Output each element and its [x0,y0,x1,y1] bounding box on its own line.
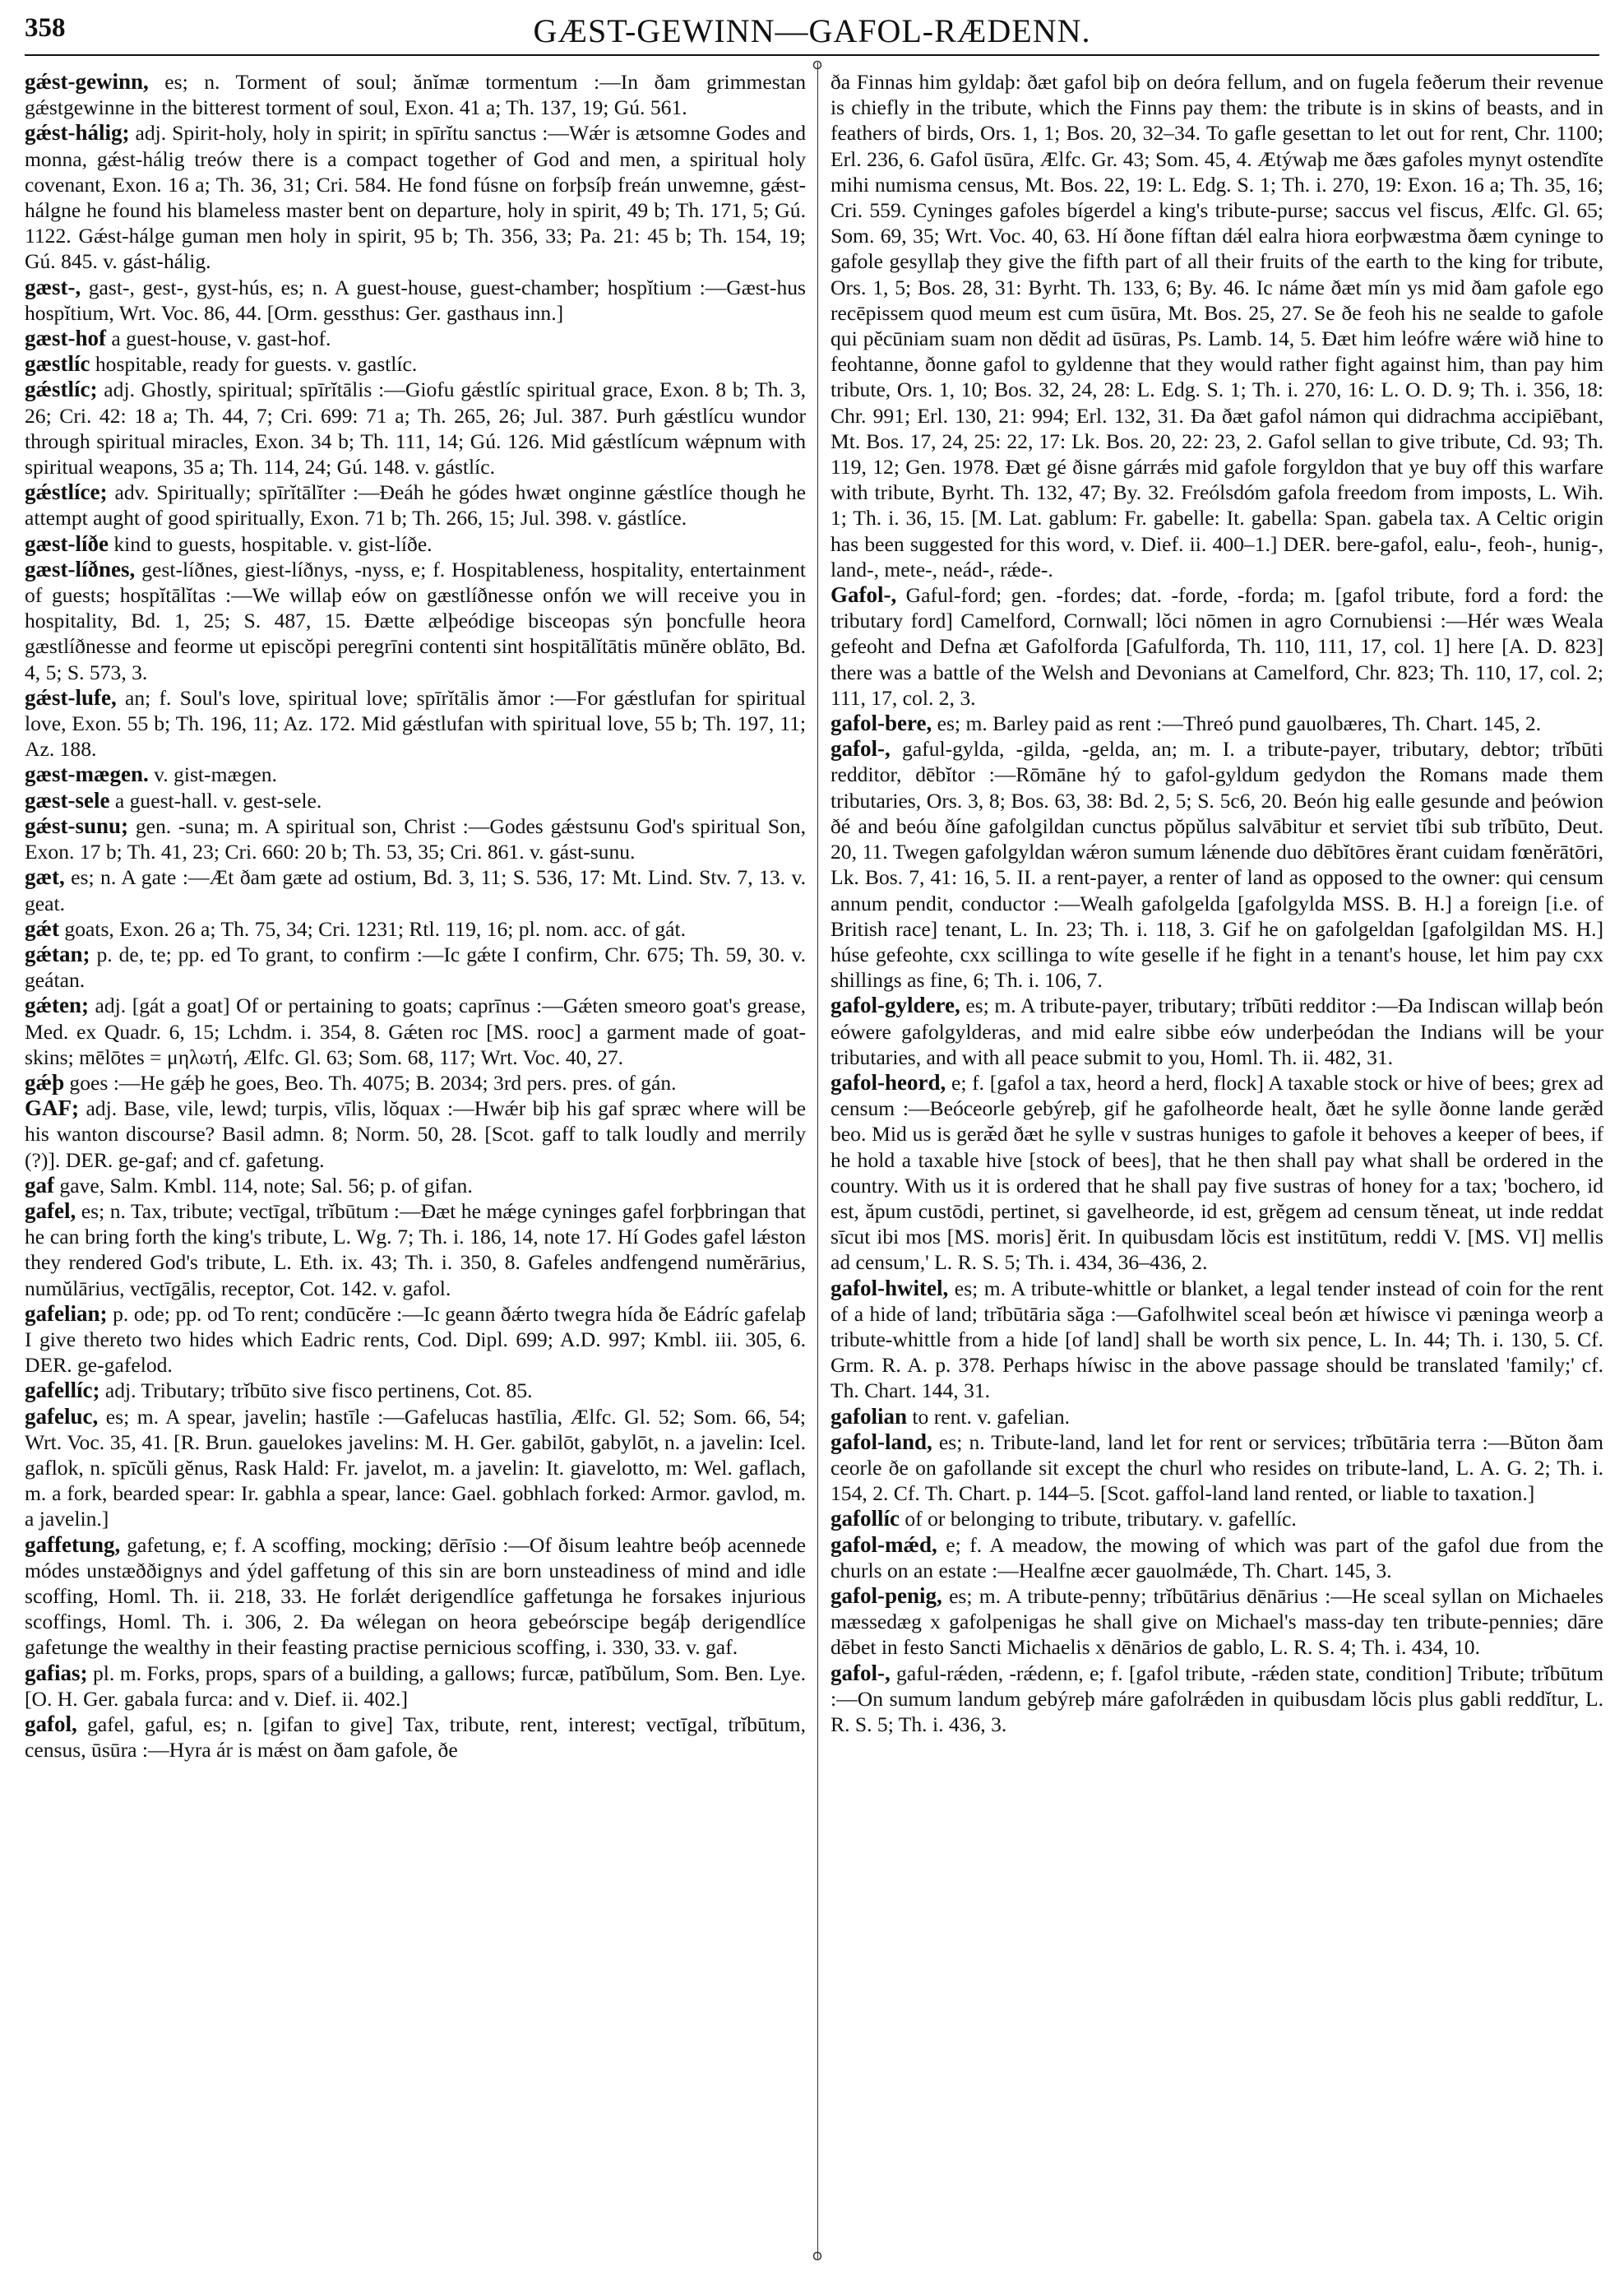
column-ornament-bottom-icon [812,2250,823,2262]
dictionary-entry [25,69,806,120]
dictionary-entry [25,531,806,557]
headword: gæst-mægen. [25,762,149,787]
dictionary-entry [831,1429,1603,1507]
dictionary-entry [25,1532,806,1661]
dictionary-entry [25,1661,806,1712]
headword: gǽten; [25,993,89,1018]
entry-text: p. ode; pp. od To rent; condūcĕre :—Ic geann ðǽrto twegra hída ðe Eádríc gafelaþ I give thereto two hides which Eadric rents, Cod. Dipl. 699; A.D. 997; Kmbl. iii. 305, 6. DER. ge-gafelod. [25,1301,806,1378]
headword: Gafol-, [831,582,897,608]
dictionary-entry [25,864,806,915]
dictionary-entry [831,1276,1603,1404]
entry-text: es; m. A tribute-payer, tributary; trĭbūti redditor :—Ða Indiscan willaþ beón eówere gafolgylderas, and mid ealre sibbe eów underþeódan the Indians will be your tributaries, and with all peace submit to you, Homl. Th. ii. 482, 31. [831,994,1603,1069]
entry-text: es; n. Tax, tribute; vectīgal, trĭbūtum :—Ðæt he mǽge cyninges gafel forþbringan that he can bring forth the king's tribute, L. Wg. 7; Th. i. 186, 14, note 17. Hí Godes gafel lǽston they rendered God's tribute, L. Eth. ix. 43; Th. i. 350, 8. Gafeles andfengend numĕrārius, numŭlārius, vectīgālis, receptor, Cot. 142. v. gafol. [25,1198,806,1300]
headword: gafol-penig, [831,1582,942,1608]
dictionary-entry [831,711,1603,736]
dictionary-entry [831,69,1603,582]
entry-text: es; n. Torment of soul; ănĭmæ tormentum :—In ðam grimmestan gǽstgewinne in the bitterest torment of soul, Exon. 41 a; Th. 137, 19; Gú. 561. [25,70,806,120]
entry-text: goes :—He gǽþ he goes, Beo. Th. 4075; B. 2034; 3rd pers. pres. of gán. [64,1070,677,1095]
dictionary-entry [831,736,1603,993]
dictionary-entry [25,916,806,942]
entry-text: gen. -suna; m. A spiritual son, Christ :—Godes gǽstsunu God's spiritual Son, Exon. 17 b; Th. 41, 23; Cri. 660: 20 b; Th. 53, 35; Cri. 861. v. gást-sunu. [25,813,806,864]
headword: gafol-land, [831,1429,932,1454]
headword: gǽstlíce; [25,479,108,505]
headword: gæst-líðnes, [25,556,136,581]
entry-text: a guest-hall. v. gest-sele. [109,788,322,813]
headword: gafol-bere, [831,711,932,736]
headword: gǽst-hálig; [25,120,130,146]
entry-text: adv. Spiritually; spīrĭtālĭter :—Ðeáh he gódes hwæt onginne gǽstlíce though he attempt aught of good spiritually, Exon. 71 b; Th. 266, 15; Jul. 398. v. gástlíce. [25,480,806,530]
entry-text: es; n. Tribute-land, land let for rent or services; trĭbūtāria terra :—Bŭton ðam ceorle ðe on gafollande sit except the churl who resides on tribute-land, L. A. G. 2; Th. i. 154, 2. Cf. Th. Chart. p. 144–5. [Scot. gaffol-land land rented, or liable to taxation.] [831,1429,1603,1506]
headword: gafelian; [25,1300,108,1326]
dictionary-entry [25,762,806,787]
dictionary-entry [831,582,1603,711]
headword: gǽst-gewinn, [25,69,149,94]
headword: gafol-heord, [831,1069,946,1095]
entry-text: gaful-rǽden, -rǽdenn, e; f. [gafol tribute, -rǽden state, condition] Tribute; trĭbūtum :—On sumum landum gebýreþ máre gafolrǽden in quibusdam lŏcis plus gabli reddĭtur, L. R. S. 5; Th. i. 436, 3. [831,1661,1603,1736]
dictionary-entry [25,1173,806,1198]
dictionary-entry [25,479,806,530]
headword: gafel, [25,1198,76,1223]
entry-text: gaful-gylda, -gilda, -gelda, an; m. I. a tribute-payer, tributary, debtor; trĭbūti redditor, dēbĭtor :—Rōmāne hý to gafol-gyldum gedydon the Romans made them tributaries, Ors. 3, 8; Bos. 63, 38: Bd. 2, 5; S. 5c6, 20. Beón hig ealle gesunde and þeówion ðé and beóu ðíne gafolgildan cunctus pŏpŭlus salvābitur et serviet tĭbi sub trĭbūto, Deut. 20, 11. Twegen gafolgyldan wǽron sumum lǽnende duo dēbĭtōres ĕrant cuidam fœnĕrātōri, Lk. Bos. 7, 41: 16, 5. II. a rent-payer, a renter of land as opposed to the owner: qui censum annum pendit, conductor :—Wealh gafolgelda [gafolgylda MSS. B. H.] a foreign [i.e. of British race] tenant, L. In. 23; Th. i. 118, 3. Gif he on gafolgeldan [gafolgildan MS. H.] húse gefeohte, cxx scillinga to wíte geselle if he fight in a tenant's house, let him pay cxx shillings as fine, 6; Th. i. 106, 7. [831,737,1603,993]
headword: gǽstlíc; [25,377,98,402]
entry-text: adj. Tributary; trĭbūto sive fisco pertinens, Cot. 85. [99,1378,533,1403]
entry-text: ða Finnas him gyldaþ: ðæt gafol biþ on deóra fellum, and on fugela feðerum their revenue is chiefly in the tribute, which the Finns pay them: the tribute is in skins of beasts, and in feathers of birds, Ors. 1, 1; Bos. 20, 32–34. To gafle gesettan to let out for rent, Chr. 1100; Erl. 236, 6. Gafol ūsūra, Ælfc. Gr. 43; Som. 45, 4. Ætýwaþ me ðæs gafoles mynyt ostendĭte mihi numisma census, Mt. Bos. 22, 19: L. Edg. S. 1; Th. i. 270, 19: Exon. 16 a; Th. 35, 16; Cri. 559. Cyninges gafoles bígerdel a king's tribute-purse; saccus vel fiscus, Ælfc. Gl. 65; Som. 69, 35; Wrt. Voc. 40, 63. Hí ðone fíftan dǽl ealra hiora eorþwæstma ðæm cyninge to gafole gesyllaþ they give the fifth part of all their fruits of the earth to the king for tribute, Ors. 1, 5; Bos. 28, 31: Byrht. Th. 133, 6; By. 46. Ic náme ðæt mín ys mid ðam gafole ego recēpissem quod meum est cum ūsūra, Mt. Bos. 25, 27. Se ðe feoh his ne sealde to gafole qui pĕcūniam suam non dĕdit ad ūsūras, Ps. Lamb. 14, 5. Ðæt him leófre wǽre wið hine to feohtanne, ðonne gafol to gyldenne that they would rather fight against him, than pay him tribute, Ors. 1, 10; Bos. 32, 24, 28: L. Edg. S. 1; Th. i. 270, 16: L. O. D. 9; Th. i. 356, 18: Chr. 991; Erl. 130, 21: 994; Erl. 132, 31. Ða ðæt gafol námon qui didrachma accipiēbant, Mt. Bos. 17, 24, 25: 22, 17: Lk. Bos. 20, 22: 23, 2. Gafol sellan to give tribute, Cd. 93; Th. 119, 12; Gen. 1978. Ðæt gé ðisne gárrǽs mid gafole forgyldon that ye buy off this warfare with tribute, Byrht. Th. 132, 47; By. 32. Freólsdóm gafola freedom from imposts, L. Wih. 1; Th. i. 36, 15. [M. Lat. gablum: Fr. gabelle: It. gabella: Span. gabela tax. A Celtic origin has been suggested for this word, v. Dief. ii. 400–1.] DER. bere-gafol, ealu-, feoh-, hunig-, land-, mete-, neád-, rǽde-. [831,70,1603,581]
entry-text: adj. Spirit-holy, holy in spirit; in spīrĭtu sanctus :—Wǽr is ætsomne Godes and monna, gǽst-hálig treów there is a compact together of God and men, a spiritual holy covenant, Exon. 16 a; Th. 36, 31; Cri. 584. He fond fúsne on forþsíþ freán unwemne, gǽst-hálgne he found his blameless master bent on departure, holy in spirit, 49 b; Th. 171, 5; Gú. 1122. Gǽst-hálge guman men holy in spirit, 95 b; Th. 356, 33; Pa. 21: 45 b; Th. 154, 19; Gú. 845. v. gást-hálig. [25,121,806,274]
headword: gæst-líðe [25,530,109,556]
headword: gafeluc, [25,1403,99,1429]
dictionary-entry [25,813,806,864]
dictionary-entry [25,685,806,762]
entry-text: hospitable, ready for guests. v. gastlíc. [90,352,418,377]
entry-text: v. gist-mægen. [148,762,277,787]
headword: gǽst-lufe, [25,684,117,710]
entry-text: adj. Base, vile, lewd; turpis, vīlis, lŏquax :—Hwǽr biþ his gaf spræc where will be his wanton discourse? Basil admn. 8; Norm. 50, 28. [Scot. gaff to talk loudly and merrily (?)]. DER. ge-gaf; and cf. gafetung. [25,1096,806,1172]
headword: gafol-, [831,1660,891,1685]
entry-text: goats, Exon. 26 a; Th. 75, 34; Cri. 1231; Rtl. 119, 16; pl. nom. acc. of gát. [59,916,687,941]
dictionary-entry [831,1070,1603,1276]
running-head: GÆST-GEWINN—GAFOL-RÆDENN. [533,12,1091,49]
entry-text: of or belonging to tribute, tributary. v. gafellíc. [899,1507,1297,1531]
entry-text: pl. m. Forks, props, spars of a building, a gallows; furcæ, patĭbŭlum, Som. Ben. Lye. [O. H. Ger. gabala furca: and v. Dief. ii. 402.] [25,1661,806,1711]
dictionary-entry [25,993,806,1070]
entry-text: gast-, gest-, gyst-hús, es; n. A guest-house, guest-chamber; hospĭtium :—Gæst-hus hospĭtium, Wrt. Voc. 86, 44. [Orm. gessthus: Ger. gasthaus inn.] [25,275,806,325]
entry-text: gest-líðnes, giest-líðnys, -nyss, e; f. Hospitableness, hospitality, entertainment of guests; hospĭtālĭtas :—We willaþ eów on gæstlíðnesse onfón we will receive you in hospitality, Bd. 1, 25; S. 487, 15. Ðætte ælþeódige bisceopas sýn þoncfulle heora gæstlíðnesse and feorme ut episcŏpi peregrīni contenti sint hospitālĭtātis mūnĕre oblāto, Bd. 4, 5; S. 573, 3. [25,557,806,684]
entry-text: an; f. Soul's love, spiritual love; spīrĭtālis ămor :—For gǽstlufan for spiritual love, Exon. 55 b; Th. 196, 11; Az. 172. Mid gǽstlufan with spiritual love, 55 b; Th. 197, 11; Az. 188. [25,685,806,762]
entry-text: es; m. A spear, javelin; hastīle :—Gafelucas hastīlia, Ælfc. Gl. 52; Som. 66, 54; Wrt. Voc. 35, 41. [R. Brun. gauelokes javelins: M. H. Ger. gabilōt, gabylōt, n. a javelin: Icel. gaflok, n. spīcŭli gĕnus, Rask Hald: Fr. javelot, m. a javelin: It. giavelotto, m: Wel. gaflach, m. a fork, bearded spear: Ir. gabhla a spear, lance: Gael. gobhlach forked: Armor. gavlod, m. a javelin.] [25,1404,806,1531]
dictionary-entry [25,1198,806,1301]
dictionary-entry [25,557,806,685]
headword: GAF; [25,1096,79,1121]
headword: gafol, [25,1712,77,1736]
dictionary-entry [831,1583,1603,1661]
dictionary-entry [831,1404,1603,1429]
dictionary-entry [831,1506,1603,1531]
header-rule [25,54,1599,56]
dictionary-entry [25,1712,806,1763]
headword: gǽt [25,915,59,941]
headword: gafias; [25,1660,88,1685]
entry-text: gafel, gaful, es; n. [gifan to give] Tax, tribute, rent, interest; vectīgal, trĭbūtum, census, ūsūra :—Hyra ár is mǽst on ðam gafole, ðe [25,1712,806,1763]
dictionary-entry [25,1070,806,1096]
headword: gafol-mǽd, [831,1531,937,1557]
page-number: 358 [25,13,66,43]
headword: gafollíc [831,1506,900,1531]
dictionary-entry [25,1301,806,1378]
entry-text: es; m. Barley paid as rent :—Threó pund gauolbæres, Th. Chart. 145, 2. [932,711,1542,736]
dictionary-entry [25,1096,806,1173]
dictionary-entry [831,1661,1603,1738]
headword: gæst-sele [25,787,110,813]
headword: gǽþ [25,1069,65,1095]
dictionary-entry [25,942,806,993]
headword: gǽtan; [25,941,90,966]
headword: gafol-hwitel, [831,1275,949,1300]
entry-text: kind to guests, hospitable. v. gist-líðe. [108,531,433,556]
entry-text: e; f. [gafol a tax, heord a herd, flock] A taxable stock or hive of bees; grex ad censum :—Beóceorle gebýreþ, gif he gafolheorde healt, ðæt he sylle ðonne lande geræ̆d beo. Mid us is geræ̆d ðæt he sylle v sustras huniges to gafole it behoves a keeper of bees, if he hold a taxable hive [stock of bees], that he then shall pay what shall be ordered in the country. With us it is ordered that he shall pay five sustras of honey for a tax; 'bochero, id est, ăpum custōdi, pertinet, si gavelheorde, id est, grĕgem ad censum tĕneat, ut inde reddat sīcut ibi mos [MS. moris] ĕrit. In quibusdam lŏcis est institūtum, reddi V. [MS. VI] mellis ad censum,' L. R. S. 5; Th. i. 434, 36–436, 2. [831,1070,1603,1275]
entry-text: es; m. A tribute-whittle or blanket, a legal tender instead of coin for the rent of a hide of land; trĭbūtāria săga :—Gafolhwitel sceal beón æt híwisce vi pæninga weorþ a tribute-whittle from a hide [of land] shall be worth six pence, L. In. 44; Th. i. 130, 5. Cf. Grm. R. A. p. 378. Perhaps híwisc in the above passage should be translated 'family;' cf. Th. Chart. 144, 31. [831,1276,1603,1403]
headword: gǽst-sunu; [25,813,129,838]
entry-text: gave, Salm. Kmbl. 114, note; Sal. 56; p. of gifan. [54,1173,473,1198]
dictionary-entry [25,377,806,479]
entry-text: p. de, te; pp. ed To grant, to confirm :—Ic gǽte I confirm, Chr. 675; Th. 59, 30. v. geátan. [25,942,806,993]
headword: gæst-, [25,274,81,299]
page-header [25,12,1599,53]
dictionary-entry [25,275,806,326]
dictionary-entry [25,351,806,377]
headword: gaf [25,1172,54,1198]
column-divider [817,63,818,2258]
dictionary-entry [25,1404,806,1532]
dictionary-entry [25,326,806,351]
entry-text: adj. Ghostly, spiritual; spīrĭtālis :—Giofu gǽstlíc spiritual grace, Exon. 8 b; Th. 3, 26; Cri. 42: 18 a; Th. 44, 7; Cri. 699: 71 a; Th. 265, 26; Jul. 387. Þurh gǽstlícu wundor through spiritual miracles, Exon. 34 b; Th. 111, 14; Gú. 126. Mid gǽstlícum wǽpnum with spiritual weapons, 35 a; Th. 114, 24; Gú. 148. v. gástlíc. [25,378,806,479]
dictionary-entry [831,993,1603,1070]
dictionary-entry [25,120,806,274]
dictionary-entry [25,1378,806,1403]
headword: gæst-hof [25,326,106,351]
entry-text: es; n. A gate :—Æt ðam gæte ad ostium, Bd. 3, 11; S. 536, 17: Mt. Lind. Stv. 7, 13. v. geat. [25,865,806,915]
dictionary-entry [25,788,806,813]
headword: gafol-gyldere, [831,993,960,1018]
headword: gæt, [25,864,65,890]
dictionary-entry [831,1532,1603,1583]
headword: gæstlíc [25,351,90,377]
left-column [25,69,806,2257]
entry-text: es; m. A tribute-penny; trĭbūtārius dēnārius :—He sceal syllan on Michaeles mæssedæg x gafolpenigas he shall give on Michael's mass-day ten tribute-pennies; dāre dēbet in festo Sancti Michaelis x dēnārios de gablo, L. R. S. 4; Th. i. 434, 10. [831,1583,1603,1660]
entry-text: Gaful-ford; gen. -fordes; dat. -forde, -forda; m. [gafol tribute, ford a ford: the tributary ford] Camelford, Cornwall; lŏci nōmen in agro Cornubiensi :—Hér wæs Weala gefeoht and Defna æt Gafolforda [Gafulforda, Th. 110, 111, 17, col. 1] here [A. D. 823] there was a battle of the Welsh and Devonians at Camelford, Chr. 823; Th. 110, 17, col. 2; 111, 17, col. 2, 3. [831,583,1603,710]
headword: gaffetung, [25,1531,121,1557]
headword: gafol-, [831,736,891,762]
entry-text: adj. [gát a goat] Of or pertaining to goats; caprīnus :—Gǽten smeoro goat's grease, Med. ex Quadr. 6, 15; Lchdm. i. 354, 8. Gǽten roc [MS. rooc] a garment made of goat-skins; mēlōtes = μηλωτή, Ælfc. Gl. 63; Som. 68, 117; Wrt. Voc. 40, 27. [25,994,806,1069]
headword: gafellíc; [25,1378,100,1403]
entry-text: gafetung, e; f. A scoffing, mocking; dērīsio :—Of ðisum leahtre beóþ acennede módes unstæððignys and ýdel gaffetung of this sin are born unsteadiness of mind and idle scoffing, Homl. Th. ii. 218, 33. He forlǽt derigendlíce gaffetunga he forsakes injurious scoffings, Homl. Th. i. 306, 2. Ða wélegan on heora gebeórscipe begáþ derigendlíce gafetunge the wealthy in their feasting practise pernicious scoffing, i. 330, 33. v. gaf. [25,1532,806,1660]
entry-text: e; f. A meadow, the mowing of which was part of the gafol due from the churls on an estate :—Healfne æcer gauolmǽde, Th. Chart. 145, 3. [831,1532,1603,1582]
right-column [831,69,1603,2257]
entry-text: a guest-house, v. gast-hof. [106,327,331,351]
entry-text: to rent. v. gafelian. [907,1404,1071,1429]
headword: gafolian [831,1403,908,1429]
